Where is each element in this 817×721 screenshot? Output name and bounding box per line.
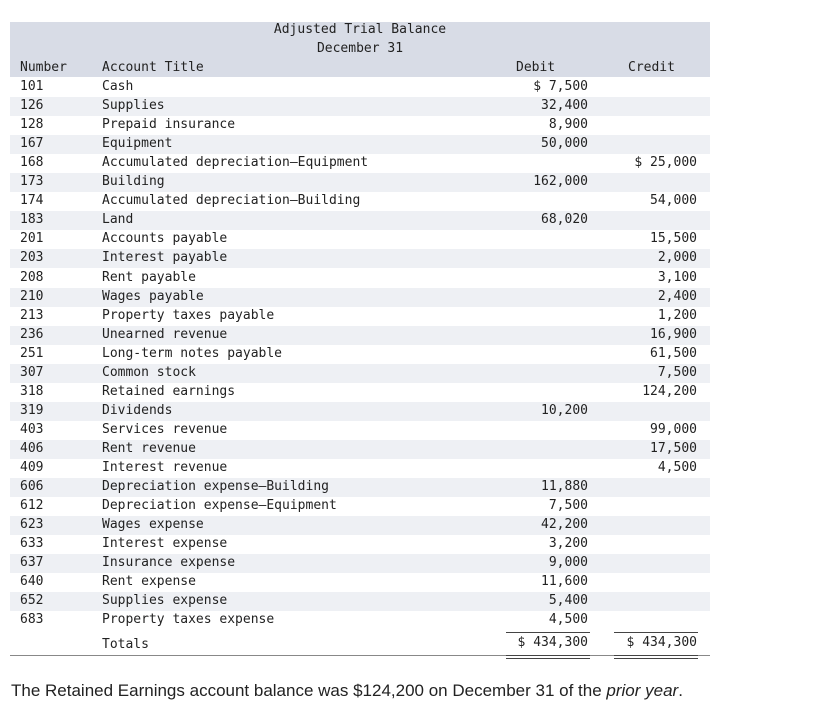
table-row <box>10 402 710 421</box>
account-number: 640 <box>20 574 44 590</box>
account-title: Building <box>102 174 165 190</box>
account-title: Accumulated depreciation—Equipment <box>102 155 369 171</box>
credit-total-rule <box>614 632 698 633</box>
debit-amount: 162,000 <box>533 174 588 190</box>
account-number: 652 <box>20 593 44 609</box>
column-header-credit: Credit <box>628 60 675 75</box>
table-row <box>10 554 710 573</box>
account-title: Rent expense <box>102 574 196 590</box>
debit-amount: 5,400 <box>548 593 588 609</box>
account-title: Accumulated depreciation—Building <box>102 193 361 209</box>
account-title: Prepaid insurance <box>102 117 236 133</box>
credit-amount: 2,000 <box>657 250 697 266</box>
account-title: Long-term notes payable <box>102 345 283 361</box>
footnote-text: The Retained Earnings account balance was $124,200 on December 31 of the <box>11 681 607 700</box>
debit-amount: 50,000 <box>541 136 588 152</box>
credit-amount: 4,500 <box>657 460 697 475</box>
footnote-end: . <box>678 681 683 700</box>
account-number: 126 <box>20 98 44 114</box>
account-number: 128 <box>20 117 44 133</box>
account-number: 101 <box>20 79 44 94</box>
account-number: 210 <box>20 288 44 304</box>
account-number: 406 <box>20 440 44 456</box>
credit-amount: 61,500 <box>650 345 697 361</box>
table-row <box>10 383 710 402</box>
table-row <box>10 573 710 592</box>
account-number: 167 <box>20 136 44 152</box>
table-title: Adjusted Trial Balance <box>273 22 447 37</box>
debit-amount: 32,400 <box>541 98 588 114</box>
column-header-debit: Debit <box>516 60 556 75</box>
account-number: 318 <box>20 383 44 399</box>
table-row <box>10 192 710 211</box>
table-row <box>10 459 710 478</box>
table-row <box>10 611 710 630</box>
account-title: Rent payable <box>102 269 196 285</box>
account-title: Land <box>102 212 134 228</box>
table-row <box>10 116 710 135</box>
column-header-account-title: Account Title <box>102 60 204 75</box>
account-number: 168 <box>20 155 44 171</box>
table-row <box>10 230 710 249</box>
debit-amount: 8,900 <box>548 117 588 133</box>
account-title: Interest payable <box>102 250 228 266</box>
account-number: 201 <box>20 231 44 247</box>
credit-double-rule-1 <box>614 655 698 656</box>
credit-amount: 2,400 <box>657 288 697 304</box>
account-title: Common stock <box>102 364 196 380</box>
account-title: Insurance expense <box>102 555 236 571</box>
table-row <box>10 249 710 268</box>
table-row <box>10 288 710 307</box>
account-title: Unearned revenue <box>102 326 228 342</box>
debit-double-rule-1 <box>506 655 590 656</box>
debit-amount: 3,200 <box>548 536 588 552</box>
debit-amount: 11,880 <box>541 479 588 495</box>
account-title: Depreciation expense—Equipment <box>102 498 337 514</box>
account-title: Property taxes payable <box>102 307 275 323</box>
account-title: Equipment <box>102 136 173 152</box>
account-title: Depreciation expense—Building <box>102 479 329 495</box>
totals-credit: $ 434,300 <box>626 635 697 650</box>
totals-row <box>10 634 710 654</box>
credit-amount: 1,200 <box>657 307 697 323</box>
account-number: 637 <box>20 555 44 571</box>
footnote <box>11 681 811 701</box>
totals-debit: $ 434,300 <box>517 635 588 650</box>
table-bottom-rule <box>10 655 710 656</box>
credit-amount: 124,200 <box>642 383 697 399</box>
credit-amount: $ 25,000 <box>634 155 697 171</box>
column-header-number: Number <box>20 60 67 75</box>
table-row <box>10 364 710 383</box>
table-row <box>10 345 710 364</box>
account-number: 174 <box>20 193 44 209</box>
table-row <box>10 269 710 288</box>
account-title: Dividends <box>102 402 173 418</box>
credit-amount: 3,100 <box>657 269 697 285</box>
debit-amount: 11,600 <box>541 574 588 590</box>
account-number: 319 <box>20 402 44 418</box>
account-number: 403 <box>20 421 44 437</box>
credit-amount: 17,500 <box>650 440 697 456</box>
debit-amount: $ 7,500 <box>533 79 588 94</box>
account-number: 203 <box>20 250 44 266</box>
footnote-emphasis: prior year <box>606 681 679 700</box>
account-number: 409 <box>20 460 44 475</box>
table-row <box>10 440 710 459</box>
table-row <box>10 97 710 116</box>
account-number: 236 <box>20 326 44 342</box>
debit-amount: 42,200 <box>541 517 588 533</box>
table-row <box>10 535 710 554</box>
table-row <box>10 154 710 173</box>
credit-amount: 54,000 <box>650 193 697 209</box>
account-number: 633 <box>20 536 44 552</box>
account-number: 173 <box>20 174 44 190</box>
account-title: Interest expense <box>102 536 228 552</box>
table-row <box>10 135 710 154</box>
credit-amount: 7,500 <box>657 364 697 380</box>
debit-amount: 4,500 <box>548 612 588 628</box>
debit-double-rule-2 <box>506 658 590 659</box>
account-title: Supplies <box>102 98 165 114</box>
table-row <box>10 516 710 535</box>
table-row <box>10 211 710 230</box>
account-number: 612 <box>20 498 44 514</box>
table-row <box>10 78 710 97</box>
account-title: Property taxes expense <box>102 612 275 628</box>
account-title: Retained earnings <box>102 383 236 399</box>
debit-amount: 68,020 <box>541 212 588 228</box>
account-number: 307 <box>20 364 44 380</box>
account-title: Services revenue <box>102 421 228 437</box>
account-title: Rent revenue <box>102 440 196 456</box>
credit-amount: 99,000 <box>650 421 697 437</box>
table-row <box>10 307 710 326</box>
account-number: 183 <box>20 212 44 228</box>
debit-amount: 9,000 <box>548 555 588 571</box>
account-number: 213 <box>20 307 44 323</box>
table-row <box>10 421 710 440</box>
account-title: Wages payable <box>102 288 204 304</box>
account-number: 683 <box>20 612 44 628</box>
table-row <box>10 326 710 345</box>
account-title: Wages expense <box>102 517 204 533</box>
credit-amount: 15,500 <box>650 231 697 247</box>
account-title: Cash <box>102 79 134 94</box>
debit-amount: 10,200 <box>541 402 588 418</box>
account-title: Supplies expense <box>102 593 228 609</box>
table-date: December 31 <box>316 41 404 56</box>
table-row <box>10 173 710 192</box>
debit-total-rule <box>506 632 590 633</box>
account-number: 623 <box>20 517 44 533</box>
table-row <box>10 478 710 497</box>
table-row <box>10 592 710 611</box>
account-number: 208 <box>20 269 44 285</box>
table-row <box>10 497 710 516</box>
credit-double-rule-2 <box>614 658 698 659</box>
debit-amount: 7,500 <box>548 498 588 514</box>
account-title: Accounts payable <box>102 231 228 247</box>
credit-amount: 16,900 <box>650 326 697 342</box>
account-title: Interest revenue <box>102 460 228 475</box>
account-number: 251 <box>20 345 44 361</box>
totals-label: Totals <box>102 637 149 652</box>
account-number: 606 <box>20 479 44 495</box>
